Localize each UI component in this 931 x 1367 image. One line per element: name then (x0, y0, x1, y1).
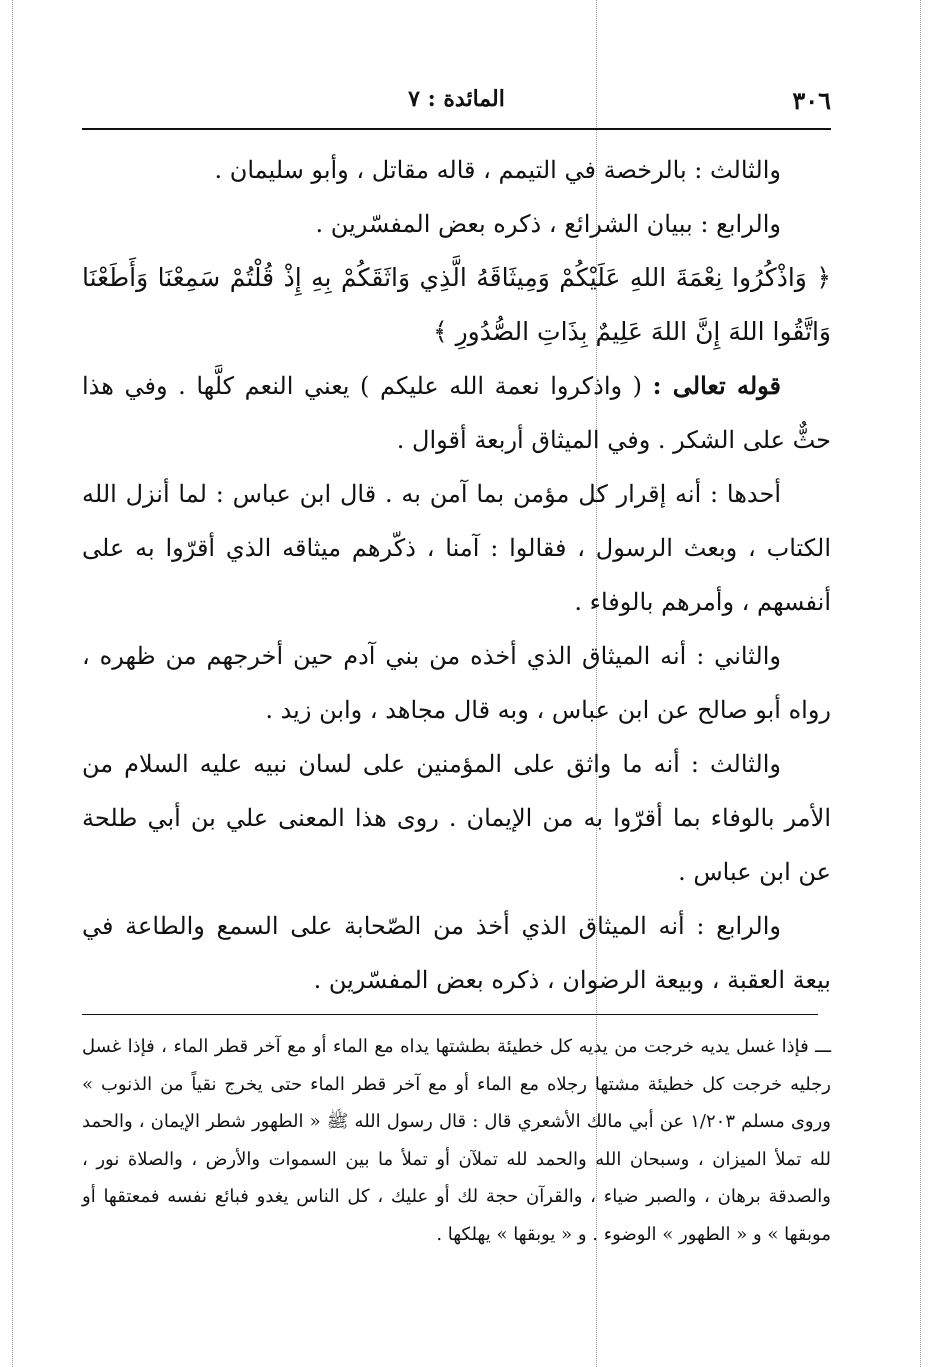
paragraph: والثالث : أنه ما واثق على المؤمنين على لسان نبيه عليه السلام من الأمر بالوفاء بما أقرّوا به من الإيمان . روى هذا المعنى علي بن أبي طلحة عن ابن عباس . (82, 750, 831, 886)
footnotes (82, 1028, 831, 1253)
scan-border-right (920, 0, 921, 1367)
paragraph: والرابع : أنه الميثاق الذي أخذ من الصّحابة على السمع والطاعة في بيعة العقبة ، وبيعة الرضوان ، ذكره بعض المفسّرين . (82, 912, 831, 994)
running-title: المائدة : ٧ (408, 86, 505, 112)
header-rule (82, 128, 831, 130)
main-text (82, 143, 831, 1007)
term-label: قوله تعالى : (652, 371, 781, 400)
paragraph (82, 359, 831, 467)
scan-border-left (12, 0, 13, 1367)
paragraph: والرابع : ببيان الشرائع ، ذكره بعض المفسّرين . (315, 210, 781, 238)
footnote: ـــ فإذا غسل يديه خرجت من يديه كل خطيئة بطشتها يداه مع الماء أو مع آخر قطر الماء ، فإذا غسل رجليه خرجت كل خطيئة مشتها رجلاه مع الماء أو مع آخر قطر الماء حتى يخرج نقياً من الذنوب » وروى مسلم ١/٢٠٣ عن أبي مالك الأشعري قال : قال رسول الله ﷺ « الطهور شطر الإيمان ، والحمد لله تملأ الميزان ، وسبحان الله والحمد لله تملآن أو تملأ ما بين السموات والأرض ، والصلاة نور ، والصدقة برهان ، والصبر ضياء ، والقرآن حجة لك أو عليك ، كل الناس يغدو فبائع نفسه فمعتقها أو موبقها » و « الطهور » الوضوء . و « يوبقها » يهلكها . (82, 1036, 831, 1245)
footnote-rule (82, 1014, 818, 1015)
paragraph: والثاني : أنه الميثاق الذي أخذه من بني آدم حين أخرجهم من ظهره ، رواه أبو صالح عن ابن عباس ، وبه قال مجاهد ، وابن زيد . (82, 642, 831, 724)
paragraph-text: ( واذكروا نعمة الله عليكم ) يعني النعم كلَّها . وفي هذا حثٌّ على الشكر . وفي الميثاق أربعة أقوال . (82, 372, 831, 454)
paragraph: أحدها : أنه إقرار كل مؤمن بما آمن به . قال ابن عباس : لما أنزل الله الكتاب ، وبعث الرسول ، فقالوا : آمنا ، ذكّرهم ميثاقه الذي أقرّوا به على أنفسهم ، وأمرهم بالوفاء . (82, 480, 831, 616)
quran-verse: ﴿ وَاذْكُرُوا نِعْمَةَ اللهِ عَلَيْكُمْ وَمِيثَاقَهُ الَّذِي وَاثَقَكُمْ بِهِ إِذْ قُلْتُمْ سَمِعْنَا وَأَطَعْنَا وَاتَّقُوا اللهَ إِنَّ اللهَ عَلِيمٌ بِذَاتِ الصُّدُورِ ﴾ (82, 263, 831, 346)
page-number: ٣٠٦ (792, 86, 831, 115)
paragraph: والثالث : بالرخصة في التيمم ، قاله مقاتل ، وأبو سليمان . (214, 156, 781, 184)
page-header (82, 86, 831, 122)
